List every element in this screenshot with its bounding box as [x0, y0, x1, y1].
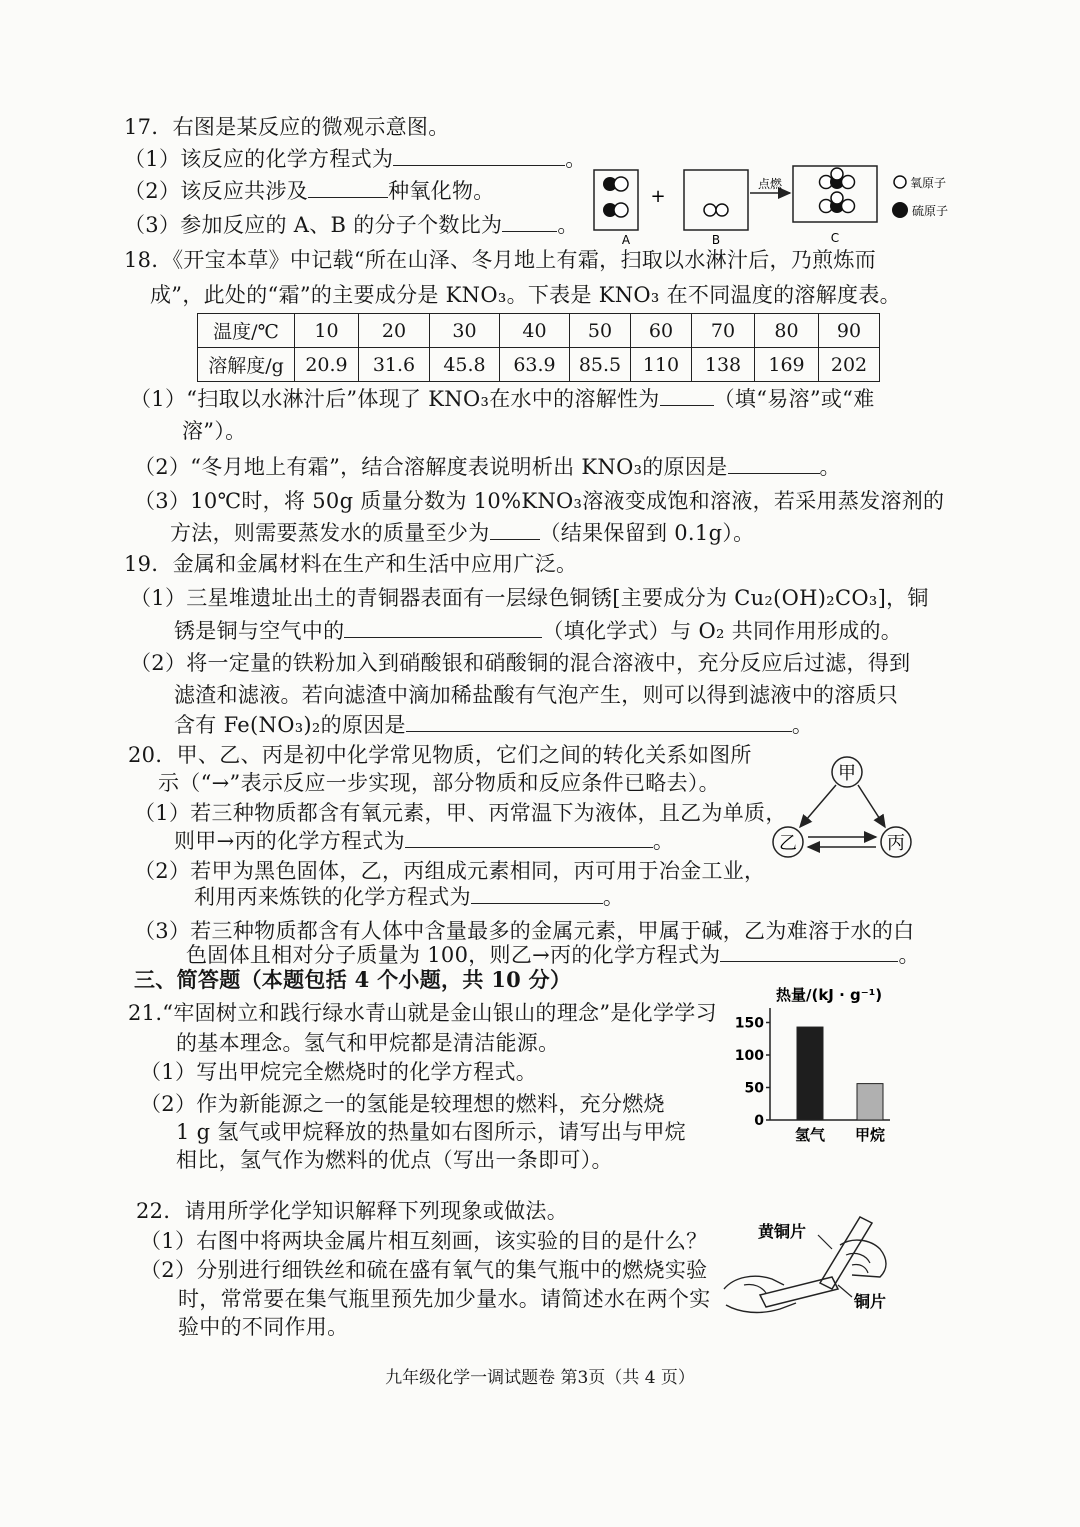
q21-part1: （1）写出甲烷完全燃烧时的化学方程式。 — [140, 1060, 538, 1084]
q20-part2-line1: （2）若甲为黑色固体，乙，丙组成元素相同，丙可用于冶金工业， — [134, 859, 766, 883]
q17-title: 17．右图是某反应的微观示意图。 — [124, 115, 450, 139]
page-footer: 九年级化学一调试题卷 第3页（共 4 页） — [385, 1368, 695, 1388]
table-cell: 溶解度/g — [198, 348, 295, 382]
q19-part2-line1: （2）将一定量的铁粉加入到硝酸银和硝酸铜的混合溶液中，充分反应后过滤，得到 — [130, 651, 911, 675]
brass-label: 黄铜片 — [758, 1222, 807, 1241]
answer-blank[interactable] — [720, 941, 898, 962]
q22-part2-line3: 验中的不同作用。 — [178, 1315, 349, 1339]
molecule-so3 — [820, 192, 855, 213]
copper-label: 铜片 — [854, 1292, 887, 1311]
legend-oxygen-icon — [894, 176, 906, 188]
q21-line2: 的基本理念。氢气和甲烷都是清洁能源。 — [176, 1031, 560, 1055]
q20-part2-line2: 利用丙来炼铁的化学方程式为 。 — [194, 885, 625, 909]
arrow-jia-to-bing — [858, 785, 885, 827]
table-cell: 60 — [631, 314, 692, 348]
label-b: B — [711, 233, 721, 247]
q17-part1: （1）该反应的化学方程式为 。 — [124, 147, 587, 171]
q22-part1: （1）右图中将两块金属片相互刻画，该实验的目的是什么？ — [140, 1229, 708, 1253]
y-tick-label: 150 — [734, 1015, 764, 1032]
q18-part3-line2: 方法，则需要蒸发水的质量至少为 （结果保留到 0.1g）。 — [170, 521, 755, 545]
table-cell: 110 — [631, 348, 692, 382]
table-cell: 80 — [755, 314, 819, 348]
q18-line2: 成”，此处的“霜”的主要成分是 KNO₃。下表是 KNO₃ 在不同温度的溶解度表。 — [150, 283, 901, 307]
answer-blank[interactable] — [405, 827, 653, 848]
q19-part2-line2: 滤渣和滤液。若向滤渣中滴加稀盐酸有气泡产生，则可以得到滤液中的溶质只 — [174, 683, 899, 707]
q21-part2-line1: （2）作为新能源之一的氢能是较理想的燃料，充分燃烧 — [140, 1092, 665, 1116]
legend-sulfur-label: 硫原子 — [912, 204, 949, 218]
arrow-jia-to-yi — [800, 785, 836, 827]
q21-part2-line2: 1 g 氢气或甲烷释放的热量如右图所示，请写出与甲烷 — [176, 1120, 686, 1144]
q18-part3-line1: （3）10℃时，将 50g 质量分数为 10%KNO₃溶液变成饱和溶液，若采用蒸发溶剂的 — [134, 489, 945, 513]
table-cell: 70 — [692, 314, 755, 348]
answer-blank[interactable] — [490, 519, 540, 540]
q20-part3-line1: （3）若三种物质都含有人体中含量最多的金属元素，甲属于碱，乙为难溶于水的白 — [134, 919, 915, 943]
table-cell: 温度/℃ — [198, 314, 295, 348]
answer-blank[interactable] — [471, 883, 603, 904]
q19-part1-line2: 锈是铜与空气中的 （填化学式）与 O₂ 共同作用形成的。 — [174, 619, 903, 643]
section3-title: 三、简答题（本题包括 4 个小题，共 10 分） — [134, 967, 572, 992]
conversion-diagram — [760, 752, 930, 864]
q22-part2-line2: 时，常常要在集气瓶里预先加少量水。请简述水在两个实 — [178, 1287, 711, 1311]
q22-title: 22．请用所学化学知识解释下列现象或做法。 — [136, 1199, 569, 1223]
box-b — [684, 170, 748, 230]
y-tick-label: 50 — [744, 1080, 764, 1097]
table-cell: 45.8 — [430, 348, 500, 382]
table-cell: 20.9 — [295, 348, 359, 382]
x-category-label: 甲烷 — [854, 1126, 886, 1144]
q17-part3: （3）参加反应的 A、B 的分子个数比为 。 — [124, 213, 579, 237]
q20-part3-line2: 色固体且相对分子质量为 100，则乙→丙的化学方程式为 。 — [186, 943, 920, 967]
q19-title: 19．金属和金属材料在生产和生活中应用广泛。 — [124, 552, 578, 576]
table-cell: 85.5 — [570, 348, 631, 382]
solubility-table — [197, 313, 880, 382]
table-cell: 138 — [692, 348, 755, 382]
reaction-condition: 点燃 — [757, 177, 783, 191]
molecule-so — [603, 203, 628, 217]
x-category-label: 氢气 — [794, 1126, 826, 1144]
y-tick-label: 0 — [754, 1113, 764, 1129]
q17-part2: （2）该反应共涉及 种氧化物。 — [124, 179, 495, 203]
molecule-o2 — [704, 204, 728, 216]
table-cell: 31.6 — [359, 348, 430, 382]
molecule-so — [603, 177, 628, 191]
q20-part1-line2: 则甲→丙的化学方程式为 。 — [174, 829, 675, 853]
q19-part2-line3: 含有 Fe(NO₃)₂的原因是 。 — [174, 713, 814, 737]
bar-1 — [857, 1084, 883, 1120]
table-cell: 202 — [819, 348, 880, 382]
q18-part2: （2）“冬月地上有霜”，结合溶解度表说明析出 KNO₃的原因是 。 — [134, 455, 841, 479]
legend-sulfur-icon — [892, 202, 908, 218]
q20-line2: 示（“→”表示反应一步实现，部分物质和反应条件已略去）。 — [158, 771, 720, 795]
label-a: A — [621, 233, 631, 247]
table-row-solubility — [198, 348, 880, 382]
heat-bar-chart — [730, 978, 930, 1150]
q20-line1: 20．甲、乙、丙是初中化学常见物质，它们之间的转化关系如图所 — [128, 743, 752, 767]
table-cell: 63.9 — [500, 348, 570, 382]
answer-blank[interactable] — [660, 385, 714, 406]
plus-sign: + — [650, 186, 666, 207]
label-c: C — [830, 231, 840, 245]
q18-line1: 18．《开宝本草》中记载“所在山泽、冬月地上有霜，扫取以水淋汁后，乃煎炼而 — [124, 248, 877, 272]
answer-blank[interactable] — [406, 711, 792, 732]
molecule-so3 — [820, 168, 855, 189]
table-row-temperature — [198, 314, 880, 348]
q21-part2-line3: 相比，氢气作为燃料的优点（写出一条即可）。 — [176, 1148, 613, 1172]
node-bing-label: 丙 — [887, 833, 905, 854]
table-cell: 20 — [359, 314, 430, 348]
reaction-micro-diagram — [590, 160, 970, 250]
hand-icon — [840, 1240, 886, 1277]
metal-scratch-figure — [720, 1205, 930, 1335]
q22-part2-line1: （2）分别进行细铁丝和硫在盛有氧气的集气瓶中的燃烧实验 — [140, 1258, 708, 1282]
answer-blank[interactable] — [728, 453, 820, 474]
answer-blank[interactable] — [344, 617, 542, 638]
answer-blank[interactable] — [393, 145, 565, 166]
answer-blank[interactable] — [502, 211, 557, 232]
chart-ylabel: 热量/(kJ · g⁻¹) — [776, 986, 883, 1004]
y-tick-label: 100 — [734, 1048, 764, 1064]
bar-0 — [797, 1027, 823, 1120]
node-yi-label: 乙 — [779, 833, 797, 854]
table-cell: 30 — [430, 314, 500, 348]
copper-sheet-icon — [760, 1277, 852, 1307]
table-cell: 50 — [570, 314, 631, 348]
q21-line1: 21.“牢固树立和践行绿水青山就是金山银山的理念”是化学学习 — [128, 1001, 717, 1025]
legend-oxygen-label: 氧原子 — [910, 176, 947, 190]
table-cell: 90 — [819, 314, 880, 348]
table-cell: 40 — [500, 314, 570, 348]
q18-part1-line2: 溶”）。 — [182, 419, 247, 443]
node-jia-label: 甲 — [838, 763, 856, 784]
table-cell: 10 — [295, 314, 359, 348]
table-cell: 169 — [755, 348, 819, 382]
answer-blank[interactable] — [308, 177, 388, 198]
q18-part1-line1: （1）“扫取以水淋汁后”体现了 KNO₃在水中的溶解性为 （填“易溶”或“难 — [130, 387, 875, 411]
q19-part1-line1: （1）三星堆遗址出土的青铜器表面有一层绿色铜锈[主要成分为 Cu₂(OH)₂CO₃]，铜 — [130, 586, 929, 610]
q20-part1-line1: （1）若三种物质都含有氧元素，甲、丙常温下为液体，且乙为单质， — [134, 801, 787, 825]
